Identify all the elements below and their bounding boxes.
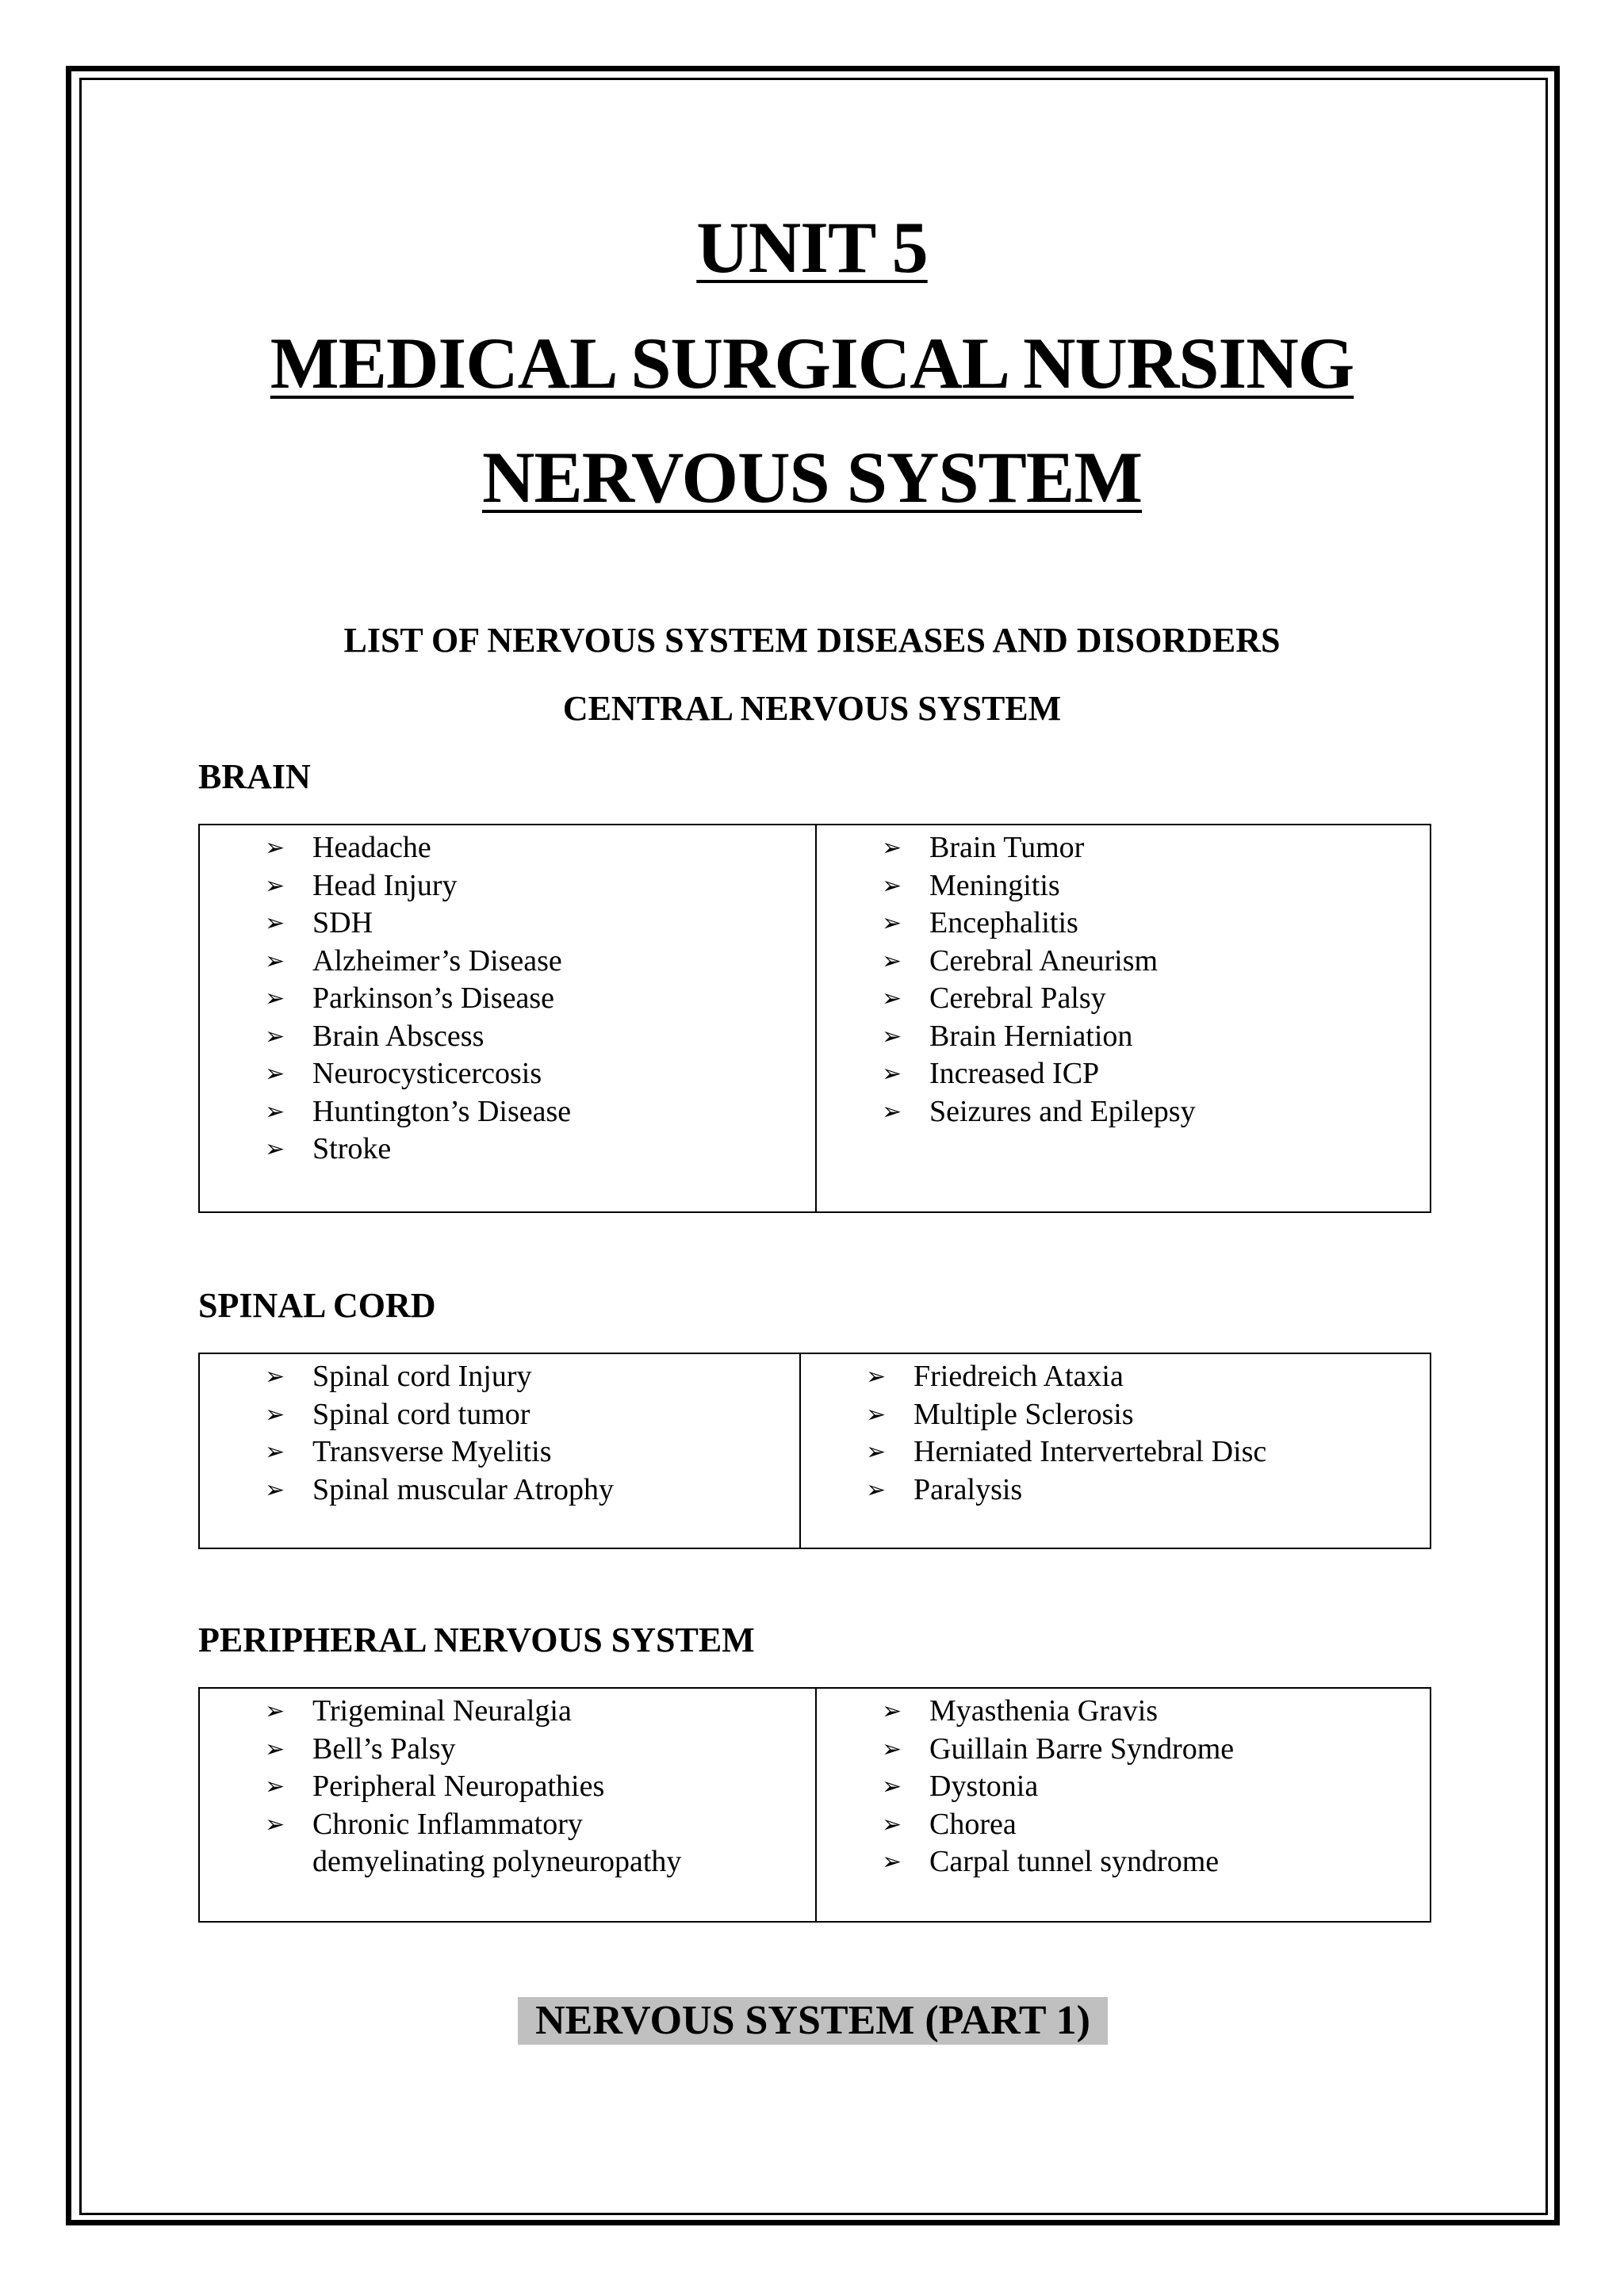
list-item: ➢ Transverse Myelitis	[200, 1433, 799, 1471]
arrow-bullet-icon: ➢	[882, 909, 902, 937]
list-item: ➢ Seizures and Epilepsy	[817, 1093, 1430, 1131]
arrow-bullet-icon: ➢	[265, 1135, 285, 1163]
brain-section-title: BRAIN	[198, 757, 311, 796]
arrow-bullet-icon: ➢	[265, 1735, 285, 1763]
spinal-cord-section-title: SPINAL CORD	[198, 1286, 436, 1325]
spinal-right-column	[799, 1354, 1430, 1548]
arrow-bullet-icon: ➢	[265, 1400, 285, 1429]
arrow-bullet-icon: ➢	[882, 1097, 902, 1126]
arrow-bullet-icon: ➢	[866, 1475, 887, 1504]
arrow-bullet-icon: ➢	[882, 834, 902, 862]
arrow-bullet-icon: ➢	[882, 1810, 902, 1839]
list-item: ➢ Myasthenia Gravis	[817, 1693, 1430, 1731]
arrow-bullet-icon: ➢	[866, 1400, 887, 1429]
peripheral-section-title: PERIPHERAL NERVOUS SYSTEM	[198, 1621, 755, 1659]
topic-title: NERVOUS SYSTEM	[481, 437, 1143, 518]
list-item: ➢ Huntington’s Disease	[200, 1093, 815, 1131]
arrow-bullet-icon: ➢	[265, 985, 285, 1012]
list-item: ➢ Cerebral Aneurism	[817, 943, 1430, 981]
arrow-bullet-icon: ➢	[265, 1363, 285, 1391]
list-item: ➢ Spinal cord tumor	[200, 1396, 799, 1434]
arrow-bullet-icon: ➢	[882, 1022, 902, 1050]
list-item: ➢ Chronic Inflammatory demyelinating polyneuropathy	[265, 1807, 682, 1878]
list-item: ➢ Head Injury	[200, 867, 815, 905]
arrow-bullet-icon: ➢	[882, 985, 902, 1012]
list-heading: LIST OF NERVOUS SYSTEM DISEASES AND DISORDERS	[343, 621, 1281, 660]
arrow-bullet-icon: ➢	[882, 1697, 902, 1725]
brain-disorders-table	[198, 824, 1431, 1213]
list-item: ➢ Neurocysticercosis	[200, 1055, 815, 1093]
brain-left-column	[200, 825, 815, 1211]
peripheral-disorders-table	[198, 1687, 1431, 1923]
list-item: ➢ Brain Abscess	[200, 1018, 815, 1056]
list-item: ➢ Friedreich Ataxia	[801, 1358, 1430, 1396]
arrow-bullet-icon: ➢	[882, 1848, 902, 1876]
list-item: ➢ Alzheimer’s Disease	[200, 943, 815, 981]
arrow-bullet-icon: ➢	[265, 834, 285, 862]
list-item: ➢ Encephalitis	[817, 905, 1430, 943]
list-item: ➢ Brain Herniation	[817, 1018, 1430, 1056]
arrow-bullet-icon: ➢	[265, 1438, 285, 1466]
list-item: ➢ Dystonia	[817, 1768, 1430, 1806]
list-item: ➢ Spinal cord Injury	[200, 1358, 799, 1396]
list-item: ➢ Chorea	[817, 1806, 1430, 1844]
list-item: ➢ Multiple Sclerosis	[801, 1396, 1430, 1434]
list-item: ➢ Cerebral Palsy	[817, 980, 1430, 1018]
list-item: ➢ SDH	[200, 905, 815, 943]
list-item: ➢ Guillain Barre Syndrome	[817, 1731, 1430, 1769]
list-item: ➢ Stroke	[200, 1131, 815, 1169]
arrow-bullet-icon: ➢	[882, 1060, 902, 1088]
unit-title: UNIT 5	[696, 207, 928, 288]
arrow-bullet-icon: ➢	[882, 1735, 902, 1763]
arrow-bullet-icon: ➢	[265, 947, 285, 975]
arrow-bullet-icon: ➢	[265, 871, 285, 900]
arrow-bullet-icon: ➢	[265, 1060, 285, 1088]
arrow-bullet-icon: ➢	[265, 1810, 285, 1839]
spinal-left-column	[200, 1354, 799, 1548]
arrow-bullet-icon: ➢	[265, 1773, 285, 1800]
arrow-bullet-icon: ➢	[265, 1697, 285, 1725]
list-item: ➢ Parkinson’s Disease	[200, 980, 815, 1018]
arrow-bullet-icon: ➢	[866, 1438, 887, 1466]
arrow-bullet-icon: ➢	[866, 1363, 887, 1391]
arrow-bullet-icon: ➢	[265, 1022, 285, 1050]
arrow-bullet-icon: ➢	[882, 947, 902, 975]
list-item: ➢ Brain Tumor	[817, 829, 1430, 867]
list-item: ➢ Spinal muscular Atrophy	[200, 1471, 799, 1510]
list-item: ➢ Meningitis	[817, 867, 1430, 905]
list-item: ➢ Herniated Intervertebral Disc	[801, 1433, 1430, 1471]
arrow-bullet-icon: ➢	[882, 1773, 902, 1800]
peripheral-right-column	[815, 1689, 1430, 1921]
arrow-bullet-icon: ➢	[265, 1475, 285, 1504]
list-item: ➢ Paralysis	[801, 1471, 1430, 1510]
peripheral-left-column	[200, 1689, 815, 1921]
brain-right-column	[815, 825, 1430, 1211]
arrow-bullet-icon: ➢	[882, 871, 902, 900]
list-item: ➢ Trigeminal Neuralgia	[200, 1693, 815, 1731]
course-title: MEDICAL SURGICAL NURSING	[270, 323, 1354, 404]
list-item: ➢ Bell’s Palsy	[200, 1731, 815, 1769]
spinal-cord-disorders-table	[198, 1353, 1431, 1549]
list-item: ➢ Peripheral Neuropathies	[200, 1768, 815, 1806]
list-item: ➢ Headache	[200, 829, 815, 867]
list-item: ➢ Carpal tunnel syndrome	[817, 1843, 1430, 1881]
arrow-bullet-icon: ➢	[265, 1097, 285, 1126]
list-item: ➢ Increased ICP	[817, 1055, 1430, 1093]
arrow-bullet-icon: ➢	[265, 909, 285, 937]
part-label: NERVOUS SYSTEM (PART 1)	[518, 1997, 1108, 2045]
cns-heading: CENTRAL NERVOUS SYSTEM	[562, 689, 1062, 728]
